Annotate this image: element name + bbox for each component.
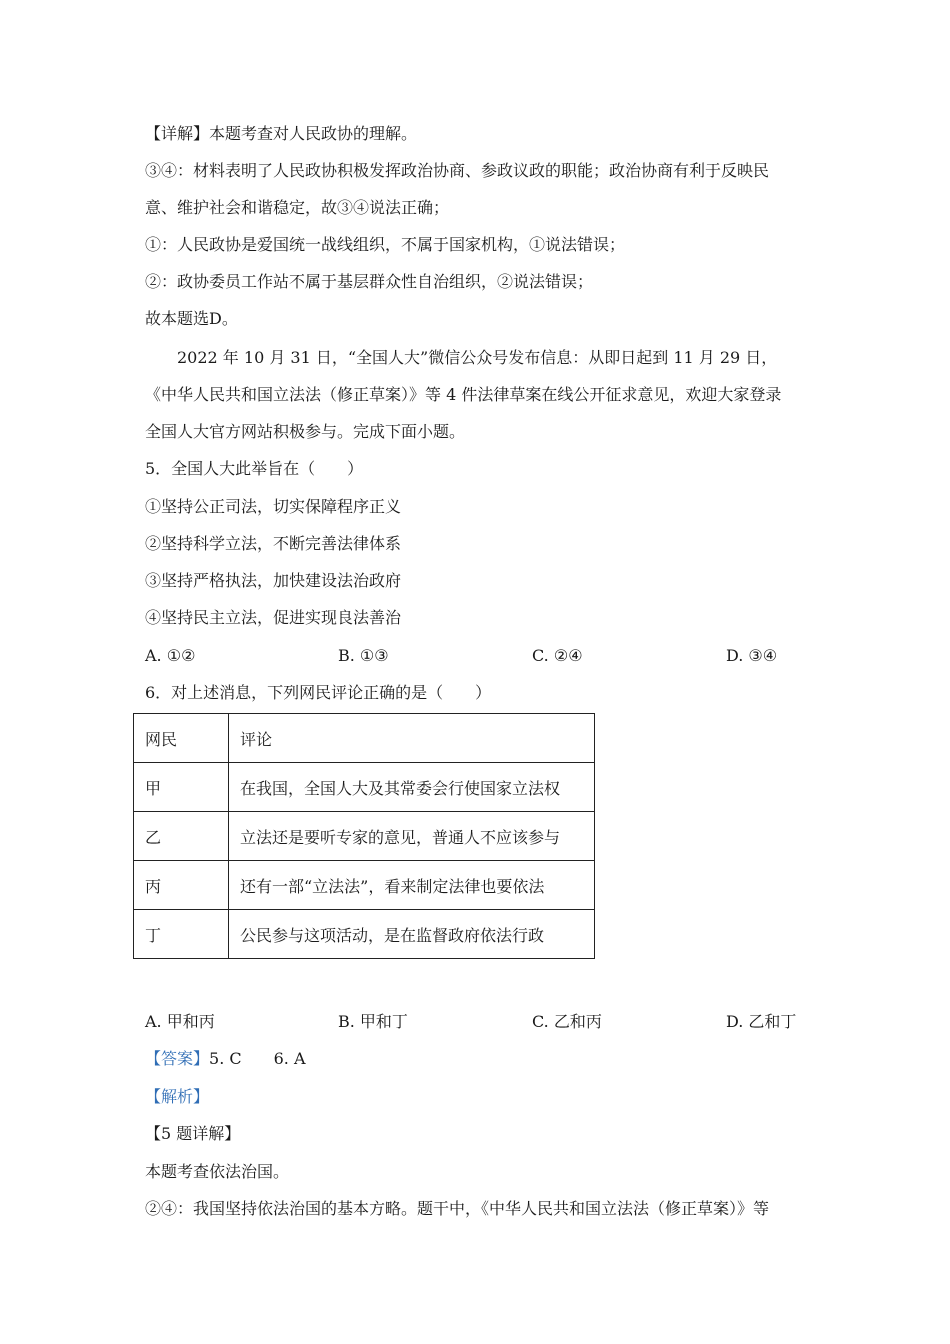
table-header-row: [134, 714, 595, 763]
answer-text: 5. C 6. A: [209, 1049, 306, 1068]
answer-label: 【答案】: [145, 1049, 210, 1068]
q6-option-c: C. 乙和丙: [532, 1012, 602, 1031]
question-5-item: ④坚持民主立法，促进实现良法善治: [145, 608, 402, 627]
table-cell-comment: 在我国，全国人大及其常委会行使国家立法权: [229, 763, 595, 812]
detail-heading: 【详解】本题考查对人民政协的理解。: [145, 124, 418, 143]
q5-option-a: A. ①②: [145, 646, 196, 665]
table-header-cell: 网民: [134, 714, 229, 763]
comments-table: [133, 713, 595, 959]
question-5-item: ③坚持严格执法，加快建设法治政府: [145, 571, 402, 590]
analysis-label: 【解析】: [145, 1087, 210, 1106]
q5-option-d: D. ③④: [726, 646, 778, 665]
table-cell-comment: 还有一部“立法法”，看来制定法律也要依法: [229, 861, 595, 910]
table-row: [134, 763, 595, 812]
passage-line: 全国人大官方网站积极参与。完成下面小题。: [145, 422, 466, 441]
detail-paragraph: ③④：材料表明了人民政协积极发挥政治协商、参政议政的职能；政治协商有利于反映民: [145, 161, 770, 180]
detail-paragraph: ①：人民政协是爱国统一战线组织，不属于国家机构，①说法错误；: [145, 235, 626, 254]
table-header-cell: 评论: [229, 714, 595, 763]
q6-option-a: A. 甲和丙: [145, 1012, 215, 1031]
q6-option-b: B. 甲和丁: [338, 1012, 408, 1031]
detail-paragraph: 意、维护社会和谐稳定，故③④说法正确；: [145, 198, 450, 217]
table-row: [134, 910, 595, 959]
table-row: [134, 812, 595, 861]
q5-option-c: C. ②④: [532, 646, 583, 665]
question-6-stem: 6．对上述消息，下列网民评论正确的是（ ）: [145, 683, 492, 702]
question-5-item: ①坚持公正司法，切实保障程序正义: [145, 497, 402, 516]
detail-conclusion: 故本题选D。: [145, 309, 238, 328]
detail-paragraph: ②：政协委员工作站不属于基层群众性自治组织，②说法错误；: [145, 272, 594, 291]
q5-detail-line: ②④：我国坚持依法治国的基本方略。题干中，《中华人民共和国立法法（修正草案）》等: [145, 1199, 770, 1218]
table-row: [134, 861, 595, 910]
passage-line: 2022 年 10 月 31 日，“全国人大”微信公众号发布信息：从即日起到 11 月 29 日，: [177, 348, 778, 367]
answer-line: [145, 1048, 306, 1070]
passage-line: 《中华人民共和国立法法（修正草案）》等 4 件法律草案在线公开征求意见，欢迎大家登录: [145, 385, 782, 404]
table-cell-user: 丁: [134, 910, 229, 959]
q5-detail-heading: 【5 题详解】: [145, 1124, 241, 1143]
q5-option-b: B. ①③: [338, 646, 389, 665]
question-5-item: ②坚持科学立法，不断完善法律体系: [145, 534, 402, 553]
table-cell-user: 丙: [134, 861, 229, 910]
table-cell-user: 乙: [134, 812, 229, 861]
question-5-stem: 5．全国人大此举旨在（ ）: [145, 459, 364, 478]
table-cell-comment: 公民参与这项活动，是在监督政府依法行政: [229, 910, 595, 959]
table-cell-comment: 立法还是要听专家的意见，普通人不应该参与: [229, 812, 595, 861]
q6-option-d: D. 乙和丁: [726, 1012, 797, 1031]
q5-detail-line: 本题考查依法治国。: [145, 1162, 290, 1181]
table-cell-user: 甲: [134, 763, 229, 812]
